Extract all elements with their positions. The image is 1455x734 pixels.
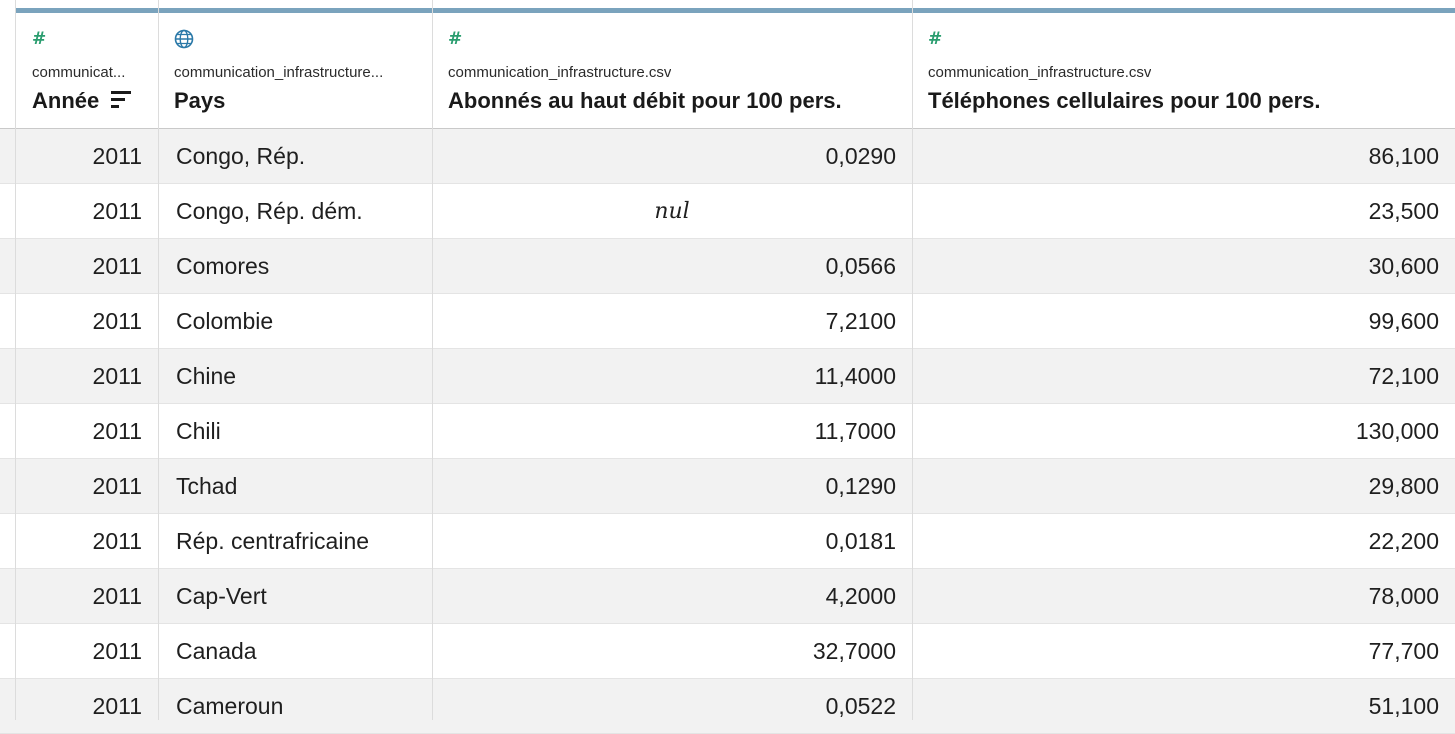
column-divider <box>15 0 16 720</box>
cell-pays[interactable]: Comores <box>176 253 270 279</box>
cell-cellulaires[interactable]: 23,500 <box>1368 198 1439 224</box>
table-row[interactable] <box>0 129 1455 184</box>
cell-annee[interactable]: 2011 <box>92 253 142 279</box>
cell-annee[interactable]: 2011 <box>92 143 142 169</box>
cell-pays[interactable]: Canada <box>176 638 257 664</box>
cell-haut-debit[interactable]: 0,1290 <box>825 473 896 499</box>
column-source: communicat... <box>32 64 126 81</box>
cell-haut-debit[interactable]: nul <box>654 199 690 224</box>
cell-cellulaires[interactable]: 86,100 <box>1368 143 1439 169</box>
cell-cellulaires[interactable]: 78,000 <box>1368 583 1439 609</box>
column-header-haut-debit[interactable] <box>432 13 912 128</box>
column-title <box>32 88 131 114</box>
column-source: communication_infrastructure.csv <box>448 64 672 81</box>
table-row[interactable] <box>0 514 1455 569</box>
cell-cellulaires[interactable]: 29,800 <box>1368 473 1439 499</box>
cell-haut-debit[interactable]: 0,0522 <box>825 693 896 719</box>
table-row[interactable] <box>0 624 1455 679</box>
table-row[interactable] <box>0 294 1455 349</box>
cell-annee[interactable]: 2011 <box>92 198 142 224</box>
cell-cellulaires[interactable]: 72,100 <box>1368 363 1439 389</box>
cell-pays[interactable]: Cap-Vert <box>176 583 267 609</box>
column-title: Pays <box>174 88 226 113</box>
cell-pays[interactable]: Congo, Rép. dém. <box>176 198 363 224</box>
cell-cellulaires[interactable]: 99,600 <box>1368 308 1439 334</box>
cell-cellulaires[interactable]: 30,600 <box>1368 253 1439 279</box>
cell-cellulaires[interactable]: 77,700 <box>1368 638 1439 664</box>
column-source: communication_infrastructure... <box>174 64 384 81</box>
cell-pays[interactable]: Chili <box>176 418 221 444</box>
cell-haut-debit[interactable]: 0,0566 <box>825 253 896 279</box>
cell-pays[interactable]: Chine <box>176 363 237 389</box>
column-source: communication_infrastructure.csv <box>928 64 1152 81</box>
table-row[interactable] <box>0 404 1455 459</box>
sort-icon[interactable] <box>111 91 131 109</box>
cell-cellulaires[interactable]: 130,000 <box>1355 418 1439 444</box>
column-title: Abonnés au haut débit pour 100 pers. <box>448 88 842 113</box>
number-icon: # <box>32 29 47 49</box>
globe-icon <box>174 29 194 49</box>
column-header-pays[interactable] <box>158 13 432 128</box>
cell-annee[interactable]: 2011 <box>92 638 142 664</box>
cell-haut-debit[interactable]: 4,2000 <box>825 583 896 609</box>
cell-annee[interactable]: 2011 <box>92 473 142 499</box>
cell-pays[interactable]: Congo, Rép. <box>176 143 306 169</box>
table-row[interactable] <box>0 569 1455 624</box>
table-row[interactable] <box>0 459 1455 514</box>
cell-cellulaires[interactable]: 51,100 <box>1368 693 1439 719</box>
cell-annee[interactable]: 2011 <box>92 528 142 554</box>
table-row[interactable] <box>0 239 1455 294</box>
number-icon: # <box>928 29 943 49</box>
cell-pays[interactable]: Rép. centrafricaine <box>176 528 370 554</box>
cell-annee[interactable]: 2011 <box>92 693 142 719</box>
column-header-annee[interactable] <box>16 13 158 128</box>
column-header-cellulaires[interactable] <box>912 13 1455 128</box>
table-row[interactable] <box>0 349 1455 404</box>
cell-haut-debit[interactable]: 7,2100 <box>825 308 896 334</box>
cell-annee[interactable]: 2011 <box>92 583 142 609</box>
cell-pays[interactable]: Colombie <box>176 308 274 334</box>
cell-haut-debit[interactable]: 32,7000 <box>812 638 896 664</box>
cell-haut-debit[interactable]: 0,0290 <box>825 143 896 169</box>
cell-cellulaires[interactable]: 22,200 <box>1368 528 1439 554</box>
table-row[interactable] <box>0 679 1455 734</box>
column-divider <box>432 0 433 720</box>
column-title-text: Année <box>32 88 100 113</box>
column-header-row <box>0 13 1455 129</box>
cell-pays[interactable]: Cameroun <box>176 693 284 719</box>
cell-haut-debit[interactable]: 11,4000 <box>814 363 896 389</box>
column-title: Téléphones cellulaires pour 100 pers. <box>928 88 1321 113</box>
cell-haut-debit[interactable]: 0,0181 <box>825 528 896 554</box>
column-divider <box>158 0 159 720</box>
cell-annee[interactable]: 2011 <box>92 308 142 334</box>
cell-haut-debit[interactable]: 11,7000 <box>814 418 896 444</box>
column-divider <box>912 0 913 720</box>
table-row[interactable] <box>0 184 1455 239</box>
cell-annee[interactable]: 2011 <box>92 363 142 389</box>
cell-annee[interactable]: 2011 <box>92 418 142 444</box>
number-icon: # <box>448 29 463 49</box>
cell-pays[interactable]: Tchad <box>176 473 238 499</box>
